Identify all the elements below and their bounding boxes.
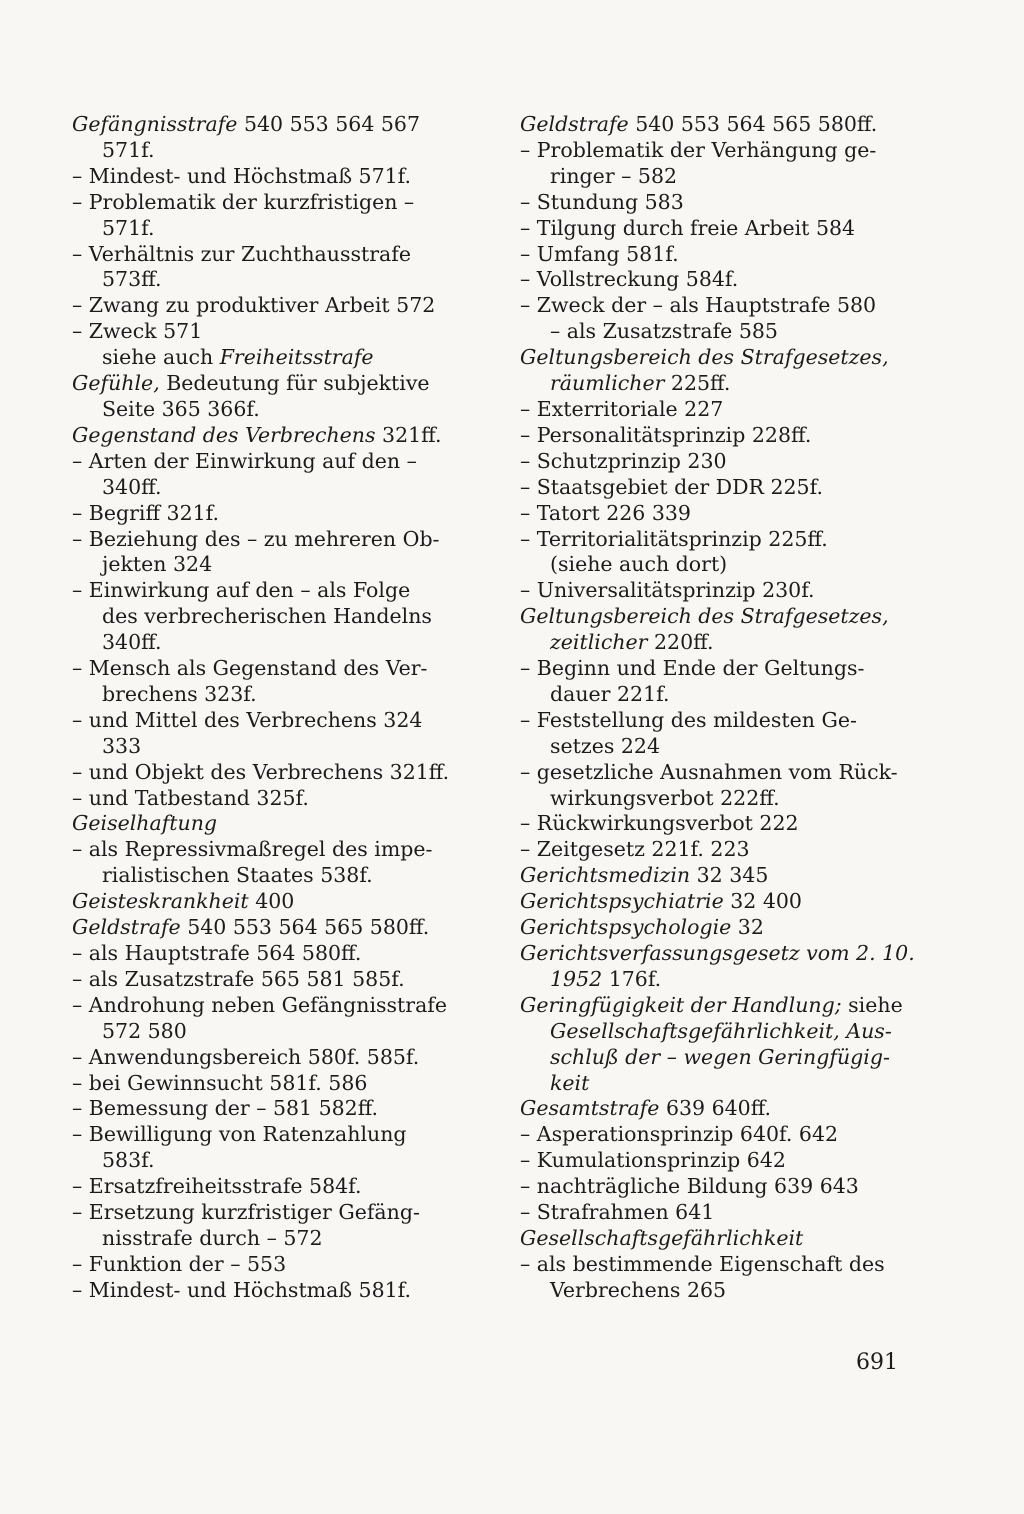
- index-subentry: – Strafrahmen 641: [520, 1200, 715, 1225]
- index-line: [72, 837, 464, 863]
- index-heading: räumlicher: [550, 371, 665, 396]
- index-subentry: – Staatsgebiet der DDR 225f.: [520, 474, 823, 499]
- index-line: [72, 604, 464, 630]
- index-line: [72, 423, 464, 449]
- index-line: [72, 915, 464, 941]
- index-line: [520, 656, 920, 682]
- index-subentry: – bei Gewinnsucht 581f. 586: [72, 1070, 368, 1095]
- index-subentry: setzes 224: [550, 733, 660, 758]
- index-subentry: – als Zusatzstrafe 565 581 585f.: [72, 966, 405, 991]
- index-line: [72, 190, 464, 216]
- index-subentry: 571f.: [102, 137, 155, 162]
- index-heading: Gesellschaftsgefährlichkeit: [520, 1225, 804, 1250]
- index-subentry: – Zweck 571: [72, 319, 203, 344]
- index-heading: Geltungsbereich des Strafgesetzes,: [520, 345, 889, 370]
- index-subentry: – Ersetzung kurzfristiger Gefäng-: [72, 1200, 420, 1225]
- index-subentry: – Zwang zu produktiver Arbeit 572: [72, 293, 436, 318]
- index-subentry: – Tatort 226 339: [520, 500, 691, 525]
- index-subentry: 572 580: [102, 1018, 187, 1043]
- index-heading: Gerichtspsychologie: [520, 915, 732, 940]
- index-line: [72, 371, 464, 397]
- index-heading: Gesellschaftsgefährlichkeit, Aus-: [550, 1018, 892, 1043]
- index-page-refs: 32 345: [690, 863, 769, 888]
- index-line: [72, 138, 464, 164]
- index-line: [72, 1096, 464, 1122]
- index-line: [72, 112, 464, 138]
- index-line: [72, 527, 464, 553]
- index-subentry: Seite 365 366f.: [102, 396, 260, 421]
- index-line: [520, 941, 920, 967]
- index-column-right: [520, 112, 920, 1304]
- index-subentry: – Exterritoriale 227: [520, 396, 724, 421]
- index-heading: Gesamtstrafe: [520, 1096, 660, 1121]
- index-line: [520, 501, 920, 527]
- index-line: [72, 1174, 464, 1200]
- index-subentry: – Zeitgesetz 221f. 223: [520, 837, 750, 862]
- index-line: [520, 112, 920, 138]
- index-line: [72, 345, 464, 371]
- index-subentry: – Mindest- und Höchstmaß 571f.: [72, 163, 412, 188]
- index-subentry: 571f.: [102, 215, 155, 240]
- index-subentry: – und Tatbestand 325f.: [72, 785, 309, 810]
- index-page-refs: 176f.: [602, 966, 662, 991]
- index-heading: Gegenstand des Verbrechens: [72, 422, 376, 447]
- index-subentry: 340ff.: [102, 474, 162, 499]
- index-line: [72, 475, 464, 501]
- index-subentry: – als Repressivmaßregel des impe-: [72, 837, 433, 862]
- index-subentry: – Funktion der – 553: [72, 1251, 287, 1276]
- index-page-refs: Bedeutung für subjektive: [159, 371, 430, 396]
- index-subentry: – als bestimmende Eigenschaft des: [520, 1251, 885, 1276]
- index-line: [520, 967, 920, 993]
- index-line: [520, 1019, 920, 1045]
- index-line: [520, 319, 920, 345]
- index-line: [72, 1200, 464, 1226]
- index-subentry: nisstrafe durch – 572: [102, 1225, 323, 1250]
- index-line: [520, 242, 920, 268]
- index-subentry: – Mensch als Gegenstand des Ver-: [72, 656, 428, 681]
- index-subentry: – Problematik der Verhängung ge-: [520, 137, 877, 162]
- index-subentry: – nachträgliche Bildung 639 643: [520, 1174, 859, 1199]
- index-line: [520, 863, 920, 889]
- index-line: [520, 190, 920, 216]
- index-subentry: – Personalitätsprinzip 228ff.: [520, 422, 812, 447]
- index-line: [72, 1071, 464, 1097]
- index-subentry: – Kumulationsprinzip 642: [520, 1148, 786, 1173]
- index-subentry: – Vollstreckung 584f.: [520, 267, 739, 292]
- index-subentry: – Mindest- und Höchstmaß 581f.: [72, 1277, 412, 1302]
- index-line: [72, 889, 464, 915]
- index-heading: keit: [550, 1070, 590, 1095]
- index-line: [520, 578, 920, 604]
- index-line: [72, 578, 464, 604]
- index-subentry: – Rückwirkungsverbot 222: [520, 811, 799, 836]
- index-subentry: – Feststellung des mildesten Ge-: [520, 707, 857, 732]
- index-line: [520, 1148, 920, 1174]
- index-line: [72, 708, 464, 734]
- index-heading: Geisteskrankheit: [72, 889, 249, 914]
- index-subentry: – Asperationsprinzip 640f. 642: [520, 1122, 839, 1147]
- cross-reference-term: Freiheitsstrafe: [219, 345, 374, 370]
- index-subentry: dauer 221f.: [550, 681, 670, 706]
- index-subentry: – gesetzliche Ausnahmen vom Rück-: [520, 759, 898, 784]
- index-subentry: – Problematik der kurzfristigen –: [72, 189, 415, 214]
- index-line: [520, 267, 920, 293]
- index-line: [520, 1278, 920, 1304]
- index-subentry: wirkungsverbot 222ff.: [550, 785, 780, 810]
- index-subentry: – Anwendungsbereich 580f. 585f.: [72, 1044, 420, 1069]
- index-line: [72, 293, 464, 319]
- index-subentry: siehe auch: [102, 345, 220, 370]
- index-line: [72, 863, 464, 889]
- index-heading: schluß der – wegen Geringfügig-: [550, 1044, 890, 1069]
- index-line: [520, 604, 920, 630]
- index-page-refs: 540 553 564 565 580ff.: [180, 915, 430, 940]
- index-line: [520, 1200, 920, 1226]
- index-line: [520, 889, 920, 915]
- index-page-refs: 321ff.: [375, 422, 442, 447]
- index-line: [72, 993, 464, 1019]
- index-subentry: rialistischen Staates 538f.: [102, 863, 373, 888]
- index-heading: Geiselhaftung: [72, 811, 218, 836]
- index-subentry: – Beginn und Ende der Geltungs-: [520, 656, 865, 681]
- index-line: [520, 138, 920, 164]
- index-line: [72, 1019, 464, 1045]
- index-line: [520, 708, 920, 734]
- index-subentry: – Universalitätsprinzip 230f.: [520, 578, 815, 603]
- index-line: [520, 811, 920, 837]
- index-line: [520, 630, 920, 656]
- index-subentry: – Arten der Einwirkung auf den –: [72, 448, 417, 473]
- index-line: [72, 1278, 464, 1304]
- index-heading: zeitlicher: [550, 630, 648, 655]
- index-subentry: – Bewilligung von Ratenzahlung: [72, 1122, 407, 1147]
- index-subentry: – als Zusatzstrafe 585: [550, 319, 778, 344]
- index-line: [520, 837, 920, 863]
- index-line: [520, 1226, 920, 1252]
- index-subentry: – Schutzprinzip 230: [520, 448, 727, 473]
- index-line: [520, 345, 920, 371]
- index-line: [72, 501, 464, 527]
- index-line: [520, 786, 920, 812]
- index-line: [520, 915, 920, 941]
- index-line: [72, 811, 464, 837]
- index-line: [72, 552, 464, 578]
- index-heading: Gerichtsmedizin: [520, 863, 691, 888]
- index-heading: Gerichtsverfassungsgesetz vom 2. 10.: [520, 941, 915, 965]
- index-line: [520, 734, 920, 760]
- index-heading: Gefängnisstrafe: [72, 112, 238, 136]
- index-page-refs: 32: [731, 915, 764, 940]
- index-line: [72, 786, 464, 812]
- index-line: [72, 242, 464, 268]
- index-page-refs: 32 400: [723, 889, 802, 914]
- index-subentry: – Tilgung durch freie Arbeit 584: [520, 215, 856, 240]
- index-line: [72, 656, 464, 682]
- index-subentry: 583f.: [102, 1148, 155, 1173]
- index-subentry: – Territorialitätsprinzip 225ff.: [520, 526, 828, 551]
- index-page-refs: 400: [248, 889, 295, 914]
- index-page-refs: 225ff.: [664, 371, 731, 396]
- index-subentry: 573ff.: [102, 267, 162, 292]
- index-subentry: jekten 324: [102, 552, 213, 577]
- index-heading: Geltungsbereich des Strafgesetzes,: [520, 604, 889, 629]
- index-page-refs: 220ff.: [647, 630, 714, 655]
- index-subentry: brechens 323f.: [102, 681, 257, 706]
- index-subentry: Verbrechens 265: [550, 1277, 727, 1302]
- index-page-refs: siehe: [841, 992, 903, 1017]
- index-subentry: ringer – 582: [550, 163, 678, 188]
- index-line: [520, 1045, 920, 1071]
- index-subentry: – Bemessung der – 581 582ff.: [72, 1096, 379, 1121]
- index-heading: Gefühle,: [72, 371, 160, 396]
- index-subentry: – Ersatzfreiheitsstrafe 584f.: [72, 1174, 362, 1199]
- index-line: [520, 527, 920, 553]
- index-line: [72, 1148, 464, 1174]
- index-line: [520, 1096, 920, 1122]
- index-line: [520, 216, 920, 242]
- index-line: [72, 967, 464, 993]
- index-line: [520, 552, 920, 578]
- index-line: [520, 164, 920, 190]
- index-heading: Geringfügigkeit der Handlung;: [520, 992, 842, 1017]
- index-subentry: – Beziehung des – zu mehreren Ob-: [72, 526, 440, 551]
- index-line: [72, 216, 464, 242]
- index-line: [520, 682, 920, 708]
- index-subentry: (siehe auch dort): [550, 552, 728, 577]
- index-line: [520, 475, 920, 501]
- index-page-refs: 639 640ff.: [659, 1096, 772, 1121]
- index-subentry: – Stundung 583: [520, 189, 684, 214]
- index-subentry: – Einwirkung auf den – als Folge: [72, 578, 411, 603]
- index-line: [72, 630, 464, 656]
- index-heading: 1952: [550, 966, 603, 991]
- index-line: [520, 397, 920, 423]
- index-line: [72, 164, 464, 190]
- index-line: [520, 449, 920, 475]
- index-page-refs: 540 553 564 567: [237, 112, 420, 136]
- index-line: [72, 449, 464, 475]
- index-heading: Geldstrafe: [72, 915, 181, 940]
- index-subentry: – als Hauptstrafe 564 580ff.: [72, 941, 362, 965]
- index-line: [520, 371, 920, 397]
- index-line: [520, 423, 920, 449]
- index-line: [520, 293, 920, 319]
- index-line: [72, 1226, 464, 1252]
- index-subentry: – Zweck der – als Hauptstrafe 580: [520, 293, 877, 318]
- index-line: [72, 682, 464, 708]
- index-line: [72, 941, 464, 967]
- index-subentry: 340ff.: [102, 630, 162, 655]
- index-heading: Geldstrafe: [520, 112, 629, 136]
- index-line: [72, 267, 464, 293]
- index-subentry: 333: [102, 733, 142, 758]
- index-column-left: [72, 112, 464, 1304]
- index-subentry: – Verhältnis zur Zuchthausstrafe: [72, 241, 411, 266]
- index-line: [72, 734, 464, 760]
- index-line: [520, 1122, 920, 1148]
- index-subentry: des verbrecherischen Handelns: [102, 604, 432, 629]
- index-line: [520, 1252, 920, 1278]
- index-line: [72, 1252, 464, 1278]
- index-line: [72, 319, 464, 345]
- page-number: 691: [856, 1350, 898, 1375]
- index-line: [72, 1122, 464, 1148]
- index-subentry: – und Mittel des Verbrechens 324: [72, 707, 423, 732]
- index-subentry: – und Objekt des Verbrechens 321ff.: [72, 759, 450, 784]
- index-subentry: – Umfang 581f.: [520, 241, 679, 266]
- index-line: [72, 1045, 464, 1071]
- index-line: [72, 397, 464, 423]
- index-page-refs: 540 553 564 565 580ff.: [628, 112, 878, 136]
- index-line: [520, 993, 920, 1019]
- index-line: [520, 1174, 920, 1200]
- index-line: [72, 760, 464, 786]
- index-subentry: – Begriff 321f.: [72, 500, 220, 525]
- index-line: [520, 760, 920, 786]
- index-subentry: – Androhung neben Gefängnisstrafe: [72, 992, 448, 1017]
- index-line: [520, 1071, 920, 1097]
- index-heading: Gerichtspsychiatrie: [520, 889, 724, 914]
